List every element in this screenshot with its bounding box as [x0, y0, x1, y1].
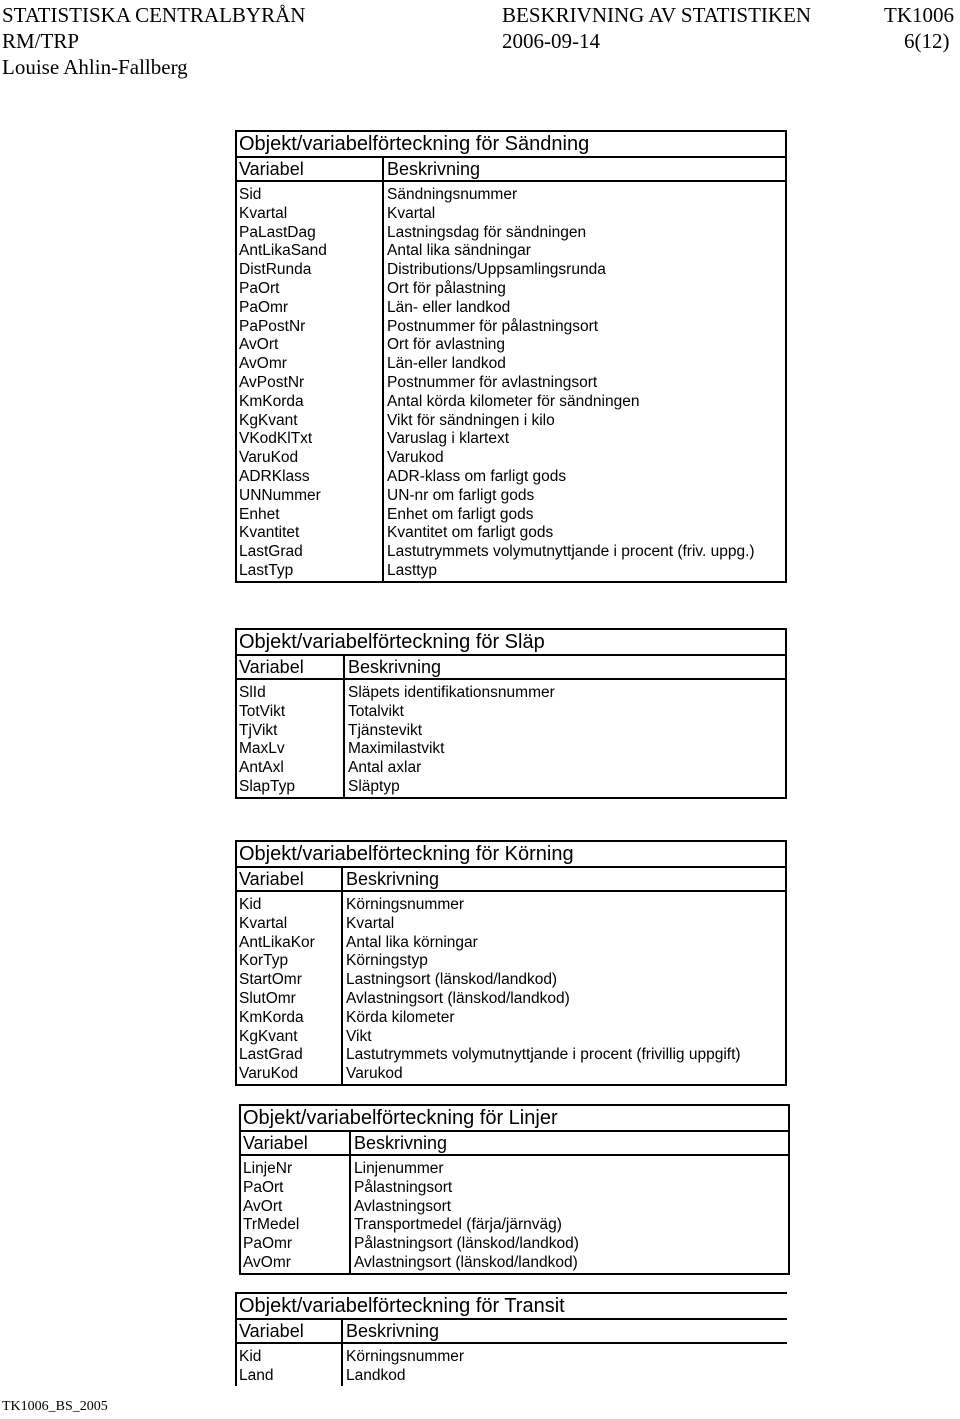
footer-code: TK1006_BS_2005	[2, 1399, 108, 1414]
table-row	[237, 971, 785, 990]
variable-description: Lastningsdag för sändningen	[382, 224, 785, 243]
variable-name: SlapTyp	[239, 777, 296, 795]
table-row	[237, 778, 785, 797]
table-title-korning: Objekt/variabelförteckning för Körning	[237, 842, 785, 868]
variable-name: Sid	[239, 186, 262, 203]
table-row	[237, 224, 785, 243]
variable-description: Ort för pålastning	[382, 280, 785, 299]
table-header	[241, 1132, 788, 1156]
table-title-slap: Objekt/variabelförteckning för Släp	[237, 630, 785, 656]
table-row	[237, 468, 785, 487]
table-row	[237, 242, 785, 261]
variable-name: KgKvant	[239, 1027, 298, 1045]
table-header	[237, 158, 785, 182]
variable-description: Län-eller landkod	[382, 355, 785, 374]
variable-description: Maximilastvikt	[343, 740, 785, 759]
table-body	[237, 182, 785, 581]
table-header	[237, 1320, 787, 1344]
table-body	[237, 892, 785, 1084]
table-row	[237, 280, 785, 299]
unit: RM/TRP	[2, 29, 80, 53]
doc-title: BESKRIVNING AV STATISTIKEN	[502, 3, 812, 27]
variable-name: TrMedel	[243, 1216, 300, 1234]
table-row	[237, 299, 785, 318]
variable-description: Släptyp	[343, 778, 785, 797]
variable-name: MaxLv	[239, 740, 285, 758]
table-body	[241, 1156, 788, 1273]
variable-name: AntLikaSand	[239, 242, 327, 260]
table-row	[241, 1179, 788, 1198]
variable-description: Varukod	[382, 449, 785, 468]
variable-description: Kvartal	[382, 205, 785, 224]
variable-name: KorTyp	[239, 952, 289, 970]
table-row	[237, 990, 785, 1009]
variable-name: AvOmr	[239, 355, 287, 373]
variable-name: Land	[239, 1366, 274, 1384]
table-transit	[235, 1292, 787, 1386]
variable-description: Antal axlar	[343, 759, 785, 778]
variable-description: Vikt	[341, 1028, 785, 1047]
table-row	[241, 1160, 788, 1179]
column-header-beskrivning: Beskrivning	[341, 868, 785, 890]
variable-name: TotVikt	[239, 702, 286, 720]
variable-description: Postnummer för avlastningsort	[382, 374, 785, 393]
table-body	[237, 680, 785, 797]
table-row	[237, 1046, 785, 1065]
variable-description: Kvantitet om farligt gods	[382, 524, 785, 543]
variable-name: LinjeNr	[243, 1160, 293, 1177]
table-row	[241, 1216, 788, 1235]
variable-description: Enhet om farligt gods	[382, 506, 785, 525]
variable-name: PaPostNr	[239, 317, 306, 335]
variable-name: PaLastDag	[239, 223, 316, 241]
variable-description: Pålastningsort (länskod/landkod)	[349, 1235, 788, 1254]
author: Louise Ahlin-Fallberg	[2, 55, 188, 79]
table-row	[237, 684, 785, 703]
variable-name: PaOmr	[239, 298, 289, 316]
table-row	[237, 374, 785, 393]
column-header-variabel: Variabel	[239, 657, 304, 677]
column-header-variabel: Variabel	[239, 159, 304, 179]
doc-code: TK1006	[884, 3, 954, 27]
variable-name: Kvantitet	[239, 524, 300, 542]
variable-description: Körda kilometer	[341, 1009, 785, 1028]
variable-name: Enhet	[239, 505, 280, 523]
table-row	[237, 934, 785, 953]
variable-description: Antal körda kilometer för sändningen	[382, 393, 785, 412]
variable-description: Postnummer för pålastningsort	[382, 318, 785, 337]
variable-name: KmKorda	[239, 1008, 304, 1026]
variable-name: UNNummer	[239, 486, 321, 504]
table-row	[241, 1254, 788, 1273]
variable-description: Lastutrymmets volymutnyttjande i procent (friv. uppg.)	[382, 543, 785, 562]
variable-name: VKodKlTxt	[239, 430, 313, 448]
variable-name: SlutOmr	[239, 989, 296, 1007]
variable-name: DistRunda	[239, 261, 312, 279]
table-row	[237, 318, 785, 337]
variable-name: AvOrt	[243, 1197, 283, 1215]
table-slap	[235, 628, 787, 799]
variable-description: UN-nr om farligt gods	[382, 487, 785, 506]
variable-description: Kvartal	[341, 915, 785, 934]
table-row	[237, 261, 785, 280]
variable-name: AvOmr	[243, 1253, 291, 1271]
variable-name: VaruKod	[239, 449, 299, 467]
table-row	[237, 506, 785, 525]
table-row	[237, 336, 785, 355]
variable-description: Distributions/Uppsamlingsrunda	[382, 261, 785, 280]
variable-description: Ort för avlastning	[382, 336, 785, 355]
table-row	[237, 1348, 787, 1367]
variable-description: Lasttyp	[382, 562, 785, 581]
table-row	[237, 1009, 785, 1028]
variable-name: AntAxl	[239, 759, 284, 777]
table-row	[237, 1028, 785, 1047]
table-row	[241, 1235, 788, 1254]
variable-name: AntLikaKor	[239, 933, 315, 951]
column-header-beskrivning: Beskrivning	[343, 656, 785, 678]
table-row	[237, 759, 785, 778]
table-row	[237, 543, 785, 562]
column-header-variabel: Variabel	[239, 869, 304, 889]
column-header-variabel: Variabel	[243, 1133, 308, 1153]
variable-description: Antal lika körningar	[341, 934, 785, 953]
variable-name: PaOmr	[243, 1235, 293, 1253]
table-title-sandning: Objekt/variabelförteckning för Sändning	[237, 132, 785, 158]
variable-name: PaOrt	[239, 279, 280, 297]
variable-name: LastGrad	[239, 1046, 303, 1064]
table-row	[237, 487, 785, 506]
table-row	[237, 740, 785, 759]
variable-description: Körningsnummer	[341, 896, 785, 915]
org-name: STATISTISKA CENTRALBYRÅN	[2, 3, 306, 27]
variable-name: Kid	[239, 1348, 262, 1365]
table-row	[237, 1065, 785, 1084]
variable-name: StartOmr	[239, 971, 302, 989]
variable-name: AvOrt	[239, 336, 279, 354]
table-row	[237, 355, 785, 374]
variable-description: Vikt för sändningen i kilo	[382, 412, 785, 431]
table-sandning	[235, 130, 787, 583]
table-title-transit: Objekt/variabelförteckning för Transit	[237, 1294, 787, 1320]
table-linjer	[239, 1104, 790, 1275]
variable-name: VaruKod	[239, 1065, 299, 1083]
table-row	[237, 412, 785, 431]
variable-name: AvPostNr	[239, 373, 305, 391]
variable-description: Pålastningsort	[349, 1179, 788, 1198]
variable-description: Släpets identifikationsnummer	[343, 684, 785, 703]
table-row	[237, 896, 785, 915]
table-row	[237, 205, 785, 224]
variable-name: Kvartal	[239, 204, 288, 222]
variable-description: Varukod	[341, 1065, 785, 1084]
variable-description: Körningstyp	[341, 952, 785, 971]
table-title-linjer: Objekt/variabelförteckning för Linjer	[241, 1106, 788, 1132]
variable-name: TjVikt	[239, 721, 278, 739]
variable-description: Totalvikt	[343, 703, 785, 722]
page-number: 6(12)	[904, 29, 950, 53]
variable-description: Varuslag i klartext	[382, 430, 785, 449]
variable-description: Tjänstevikt	[343, 722, 785, 741]
column-header-beskrivning: Beskrivning	[349, 1132, 788, 1154]
variable-name: Kvartal	[239, 914, 288, 932]
variable-description: Körningsnummer	[341, 1348, 787, 1367]
table-row	[237, 449, 785, 468]
variable-description: Avlastningsort (länskod/landkod)	[341, 990, 785, 1009]
table-row	[237, 562, 785, 581]
table-row	[237, 915, 785, 934]
column-header-beskrivning: Beskrivning	[341, 1320, 787, 1342]
variable-description: Transportmedel (färja/järnväg)	[349, 1216, 788, 1235]
table-row	[237, 186, 785, 205]
table-row	[237, 722, 785, 741]
table-row	[237, 430, 785, 449]
variable-name: SlId	[239, 684, 266, 701]
variable-description: Avlastningsort (länskod/landkod)	[349, 1254, 788, 1273]
table-row	[237, 1367, 787, 1386]
variable-name: KmKorda	[239, 392, 304, 410]
table-row	[237, 524, 785, 543]
variable-description: Län- eller landkod	[382, 299, 785, 318]
variable-name: LastGrad	[239, 543, 303, 561]
variable-description: Landkod	[341, 1367, 787, 1386]
variable-description: Avlastningsort	[349, 1198, 788, 1217]
variable-name: KgKvant	[239, 411, 298, 429]
table-header	[237, 656, 785, 680]
doc-date: 2006-09-14	[502, 29, 600, 53]
table-body	[237, 1344, 787, 1386]
column-header-beskrivning: Beskrivning	[382, 158, 785, 180]
variable-description: Sändningsnummer	[382, 186, 785, 205]
table-row	[237, 393, 785, 412]
variable-description: Lastutrymmets volymutnyttjande i procent (frivillig uppgift)	[341, 1046, 785, 1065]
table-row	[237, 703, 785, 722]
table-row	[241, 1198, 788, 1217]
column-header-variabel: Variabel	[239, 1321, 304, 1341]
variable-description: ADR-klass om farligt gods	[382, 468, 785, 487]
table-korning	[235, 840, 787, 1086]
table-header	[237, 868, 785, 892]
table-row	[237, 952, 785, 971]
variable-name: Kid	[239, 896, 262, 913]
variable-name: LastTyp	[239, 561, 294, 579]
variable-name: ADRKlass	[239, 467, 310, 485]
variable-description: Linjenummer	[349, 1160, 788, 1179]
variable-description: Lastningsort (länskod/landkod)	[341, 971, 785, 990]
variable-name: PaOrt	[243, 1178, 284, 1196]
variable-description: Antal lika sändningar	[382, 242, 785, 261]
